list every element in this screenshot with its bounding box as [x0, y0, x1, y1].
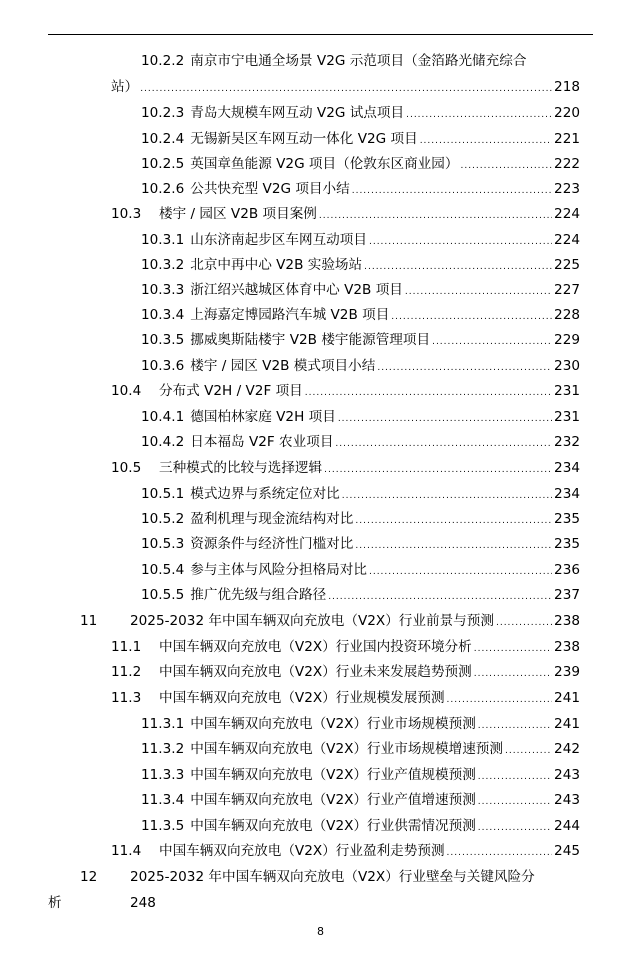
toc-entry-number: 10.5.4	[141, 562, 185, 578]
toc-entry-number: 10.4	[111, 383, 142, 399]
toc-entry-page: 242	[554, 741, 580, 757]
leader-dots	[447, 843, 553, 863]
leader-dots	[328, 587, 552, 607]
toc-entry-page: 238	[554, 639, 580, 655]
toc-entry-title: 三种模式的比较与选择逻辑	[159, 460, 323, 476]
toc-entry-title: 2025-2032 年中国车辆双向充放电（V2X）行业前景与预测	[130, 613, 494, 629]
toc-entry-page: 238	[554, 613, 580, 629]
toc-entry-number: 10.4.1	[141, 409, 185, 425]
toc-entry-11-3[interactable]	[111, 688, 580, 710]
toc-entry-title: 无锡新吴区车网互动一体化 V2G 项目	[190, 131, 418, 147]
toc-entry-number: 10.3.4	[141, 307, 185, 323]
toc-entry-title: 参与主体与风险分担格局对比	[190, 562, 367, 578]
toc-entry-11-2[interactable]	[111, 662, 580, 684]
toc-entry-title: 中国车辆双向充放电（V2X）行业供需情况预测	[190, 818, 476, 834]
toc-entry-11[interactable]	[80, 611, 580, 633]
toc-entry-10-4[interactable]	[111, 381, 580, 403]
leader-dots	[369, 562, 552, 582]
toc-entry-10-2-2-continued[interactable]	[111, 77, 580, 99]
toc-entry-11-4[interactable]	[111, 841, 580, 863]
toc-entry-number: 11.1	[111, 639, 142, 655]
toc-entry-number: 10.4.2	[141, 434, 185, 450]
toc-entry-number: 11	[80, 613, 98, 629]
toc-entry-page: 224	[554, 206, 580, 222]
toc-entry-number: 10.5	[111, 460, 142, 476]
toc-entry-page: 230	[554, 358, 580, 374]
toc-entry-title: 浙江绍兴越城区体育中心 V2B 项目	[190, 282, 403, 298]
toc-entry-10-4-1[interactable]	[141, 407, 580, 429]
toc-entry-number: 10.2.3	[141, 105, 185, 121]
toc-entry-title: 山东济南起步区车网互动项目	[190, 232, 367, 248]
leader-dots	[391, 307, 552, 327]
toc-entry-page: 231	[554, 409, 580, 425]
toc-entry-12-continued[interactable]	[48, 893, 156, 913]
toc-entry-10-3-3[interactable]	[141, 280, 580, 302]
toc-entry-10-3-2[interactable]	[141, 255, 580, 277]
toc-entry-10-4-2[interactable]	[141, 432, 580, 454]
toc-entry-title: 中国车辆双向充放电（V2X）行业产值增速预测	[190, 792, 476, 808]
toc-entry-number: 10.3.6	[141, 358, 185, 374]
toc-entry-page: 235	[554, 511, 580, 527]
toc-entry-number: 11.2	[111, 664, 142, 680]
toc-entry-10-2-3[interactable]	[141, 103, 580, 125]
toc-entry-title: 南京市宁电通全场景 V2G 示范项目（金箔路光储充综合	[190, 53, 527, 69]
leader-dots	[432, 332, 552, 352]
leader-dots	[474, 664, 552, 684]
toc-entry-10-2-6[interactable]	[141, 179, 580, 201]
leader-dots	[478, 792, 552, 812]
leader-dots	[478, 767, 552, 787]
toc-entry-page: 218	[554, 79, 580, 95]
leader-dots	[335, 434, 552, 454]
toc-entry-title: 2025-2032 年中国车辆双向充放电（V2X）行业壁垒与关键风险分	[130, 869, 535, 885]
toc-entry-title: 日本福岛 V2F 农业项目	[190, 434, 334, 450]
toc-entry-title-continued: 析	[48, 895, 62, 911]
toc-entry-number: 11.4	[111, 843, 142, 859]
toc-entry-title: 青岛大规模车网互动 V2G 试点项目	[190, 105, 405, 121]
toc-entry-11-3-3[interactable]	[141, 765, 580, 787]
toc-entry-title: 楼宇 / 园区 V2B 项目案例	[159, 206, 317, 222]
toc-entry-title: 北京中再中心 V2B 实验场站	[190, 257, 363, 273]
toc-entry-number: 10.5.1	[141, 486, 185, 502]
toc-entry-page: 224	[554, 232, 580, 248]
toc-entry-10-3-5[interactable]	[141, 330, 580, 352]
toc-entry-number: 10.3.2	[141, 257, 185, 273]
leader-dots	[478, 716, 552, 736]
toc-entry-11-3-2[interactable]	[141, 739, 580, 761]
toc-entry-page: 223	[554, 181, 580, 197]
toc-entry-title: 模式边界与系统定位对比	[190, 486, 340, 502]
toc-entry-title: 公共快充型 V2G 项目小结	[190, 181, 350, 197]
toc-entry-number: 10.3	[111, 206, 142, 222]
toc-entry-10-3[interactable]	[111, 204, 580, 226]
leader-dots	[319, 206, 552, 226]
toc-entry-10-5-5[interactable]	[141, 585, 580, 607]
toc-entry-page: 248	[130, 895, 156, 911]
toc-entry-11-3-5[interactable]	[141, 816, 580, 838]
toc-entry-title: 英国章鱼能源 V2G 项目（伦敦东区商业园）	[190, 156, 459, 172]
toc-entry-page: 234	[554, 460, 580, 476]
leader-dots	[355, 536, 552, 556]
toc-entry-page: 221	[554, 131, 580, 147]
toc-entry-page: 245	[554, 843, 580, 859]
toc-entry-title: 推广优先级与组合路径	[190, 587, 327, 603]
toc-entry-10-5-2[interactable]	[141, 509, 580, 531]
toc-entry-title: 中国车辆双向充放电（V2X）行业市场规模预测	[190, 716, 476, 732]
toc-entry-page: 243	[554, 767, 580, 783]
toc-entry-title: 分布式 V2H / V2F 项目	[159, 383, 303, 399]
toc-entry-page: 243	[554, 792, 580, 808]
leader-dots	[369, 232, 552, 252]
leader-dots	[405, 282, 552, 302]
toc-entry-title-continued: 站）	[111, 79, 139, 95]
toc-entry-title: 挪威奥斯陆楼宇 V2B 楼宇能源管理项目	[190, 332, 431, 348]
toc-entry-number: 11.3	[111, 690, 142, 706]
toc-entry-number: 10.2.2	[141, 53, 185, 69]
toc-entry-number: 10.2.4	[141, 131, 185, 147]
toc-entry-10-5-3[interactable]	[141, 534, 580, 556]
toc-entry-page: 229	[554, 332, 580, 348]
toc-entry-title: 上海嘉定博园路汽车城 V2B 项目	[190, 307, 390, 323]
toc-entry-title: 楼宇 / 园区 V2B 模式项目小结	[190, 358, 376, 374]
leader-dots	[364, 257, 552, 277]
toc-entry-number: 11.3.5	[141, 818, 185, 834]
toc-entry-page: 237	[554, 587, 580, 603]
toc-entry-title: 中国车辆双向充放电（V2X）行业未来发展趋势预测	[159, 664, 472, 680]
toc-entry-number: 10.2.5	[141, 156, 185, 172]
toc-entry-page: 231	[554, 383, 580, 399]
toc-entry-number: 10.5.2	[141, 511, 185, 527]
toc-entry-page: 228	[554, 307, 580, 323]
toc-entry-number: 10.5.5	[141, 587, 185, 603]
toc-entry-title: 中国车辆双向充放电（V2X）行业规模发展预测	[159, 690, 445, 706]
leader-dots	[420, 131, 552, 151]
leader-dots	[338, 409, 552, 429]
leader-dots	[342, 486, 552, 506]
leader-dots	[406, 105, 552, 125]
toc-entry-page: 244	[554, 818, 580, 834]
toc-entry-page: 232	[554, 434, 580, 450]
page-number: 8	[317, 925, 324, 938]
toc-entry-10-3-1[interactable]	[141, 230, 580, 252]
leader-dots	[474, 639, 552, 659]
toc-entry-page: 235	[554, 536, 580, 552]
toc-entry-number: 11.3.4	[141, 792, 185, 808]
toc-entry-number: 10.3.5	[141, 332, 185, 348]
toc-entry-10-3-4[interactable]	[141, 305, 580, 327]
toc-entry-page: 227	[554, 282, 580, 298]
toc-entry-title: 资源条件与经济性门槛对比	[190, 536, 354, 552]
toc-entry-title: 中国车辆双向充放电（V2X）行业国内投资环境分析	[159, 639, 472, 655]
toc-entry-10-5-4[interactable]	[141, 560, 580, 582]
leader-dots	[460, 156, 552, 176]
toc-entry-page: 236	[554, 562, 580, 578]
leader-dots	[447, 690, 553, 710]
toc-entry-11-3-4[interactable]	[141, 790, 580, 812]
toc-entry-number: 11.3.1	[141, 716, 185, 732]
toc-entry-page: 239	[554, 664, 580, 680]
toc-entry-title: 中国车辆双向充放电（V2X）行业盈利走势预测	[159, 843, 445, 859]
toc-entry-10-5-1[interactable]	[141, 484, 580, 506]
toc-entry-page: 241	[554, 716, 580, 732]
toc-entry-10-5[interactable]	[111, 458, 580, 480]
toc-entry-page: 222	[554, 156, 580, 172]
toc-entry-number: 12	[80, 869, 98, 885]
toc-entry-title: 盈利机理与现金流结构对比	[190, 511, 354, 527]
toc-entry-title: 德国柏林家庭 V2H 项目	[190, 409, 336, 425]
toc-entry-12[interactable]	[80, 867, 580, 887]
toc-entry-number: 11.3.2	[141, 741, 185, 757]
toc-entry-number: 10.5.3	[141, 536, 185, 552]
toc-entry-number: 10.3.1	[141, 232, 185, 248]
toc-entry-page: 234	[554, 486, 580, 502]
toc-entry-10-2-4[interactable]	[141, 129, 580, 151]
leader-dots	[505, 741, 552, 761]
toc-entry-title: 中国车辆双向充放电（V2X）行业产值规模预测	[190, 767, 476, 783]
toc-entry-title: 中国车辆双向充放电（V2X）行业市场规模增速预测	[190, 741, 503, 757]
toc-entry-page: 225	[554, 257, 580, 273]
toc-entry-10-2-2[interactable]	[141, 51, 526, 71]
leader-dots	[324, 460, 552, 480]
toc-entry-11-1[interactable]	[111, 637, 580, 659]
leader-dots	[496, 613, 552, 633]
leader-dots	[352, 181, 552, 201]
header-rule	[48, 34, 593, 35]
toc-entry-page: 220	[554, 105, 580, 121]
toc-entry-number: 10.2.6	[141, 181, 185, 197]
leader-dots	[377, 358, 552, 378]
leader-dots	[140, 79, 552, 99]
toc-entry-number: 11.3.3	[141, 767, 185, 783]
toc-entry-page: 241	[554, 690, 580, 706]
toc-entry-10-2-5[interactable]	[141, 154, 580, 176]
leader-dots	[305, 383, 552, 403]
toc-entry-number: 10.3.3	[141, 282, 185, 298]
toc-entry-11-3-1[interactable]	[141, 714, 580, 736]
leader-dots	[355, 511, 552, 531]
toc-entry-10-3-6[interactable]	[141, 356, 580, 378]
leader-dots	[478, 818, 552, 838]
